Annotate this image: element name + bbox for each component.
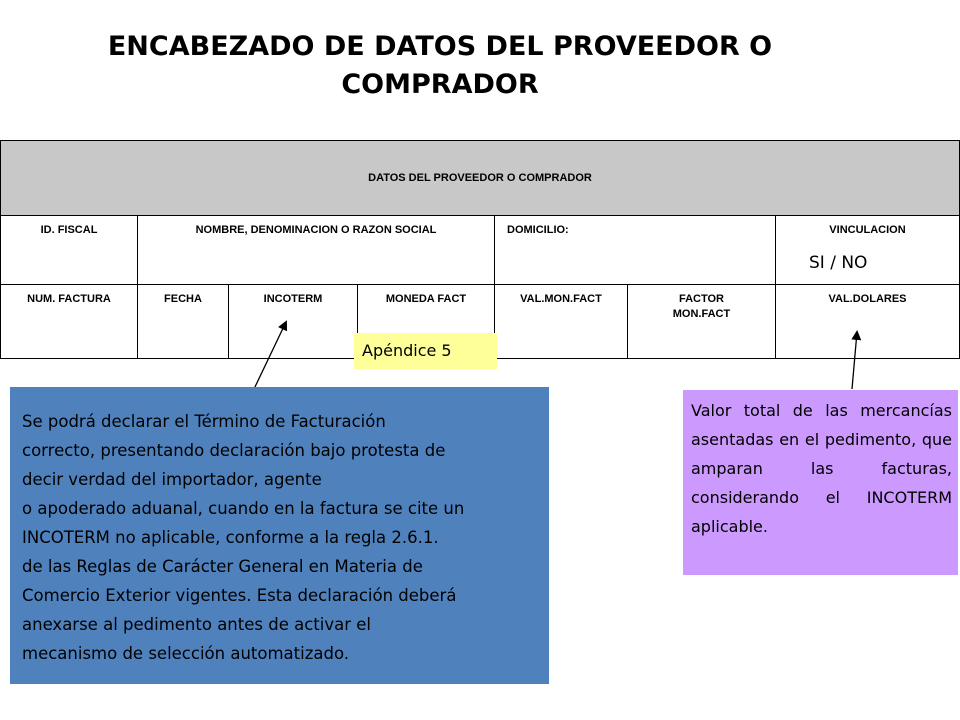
table-header-label: DATOS DEL PROVEEDOR O COMPRADOR xyxy=(368,172,592,184)
label-num-factura: NUM. FACTURA xyxy=(27,293,111,305)
arrow-to-incoterm xyxy=(254,322,286,389)
label-factor-line-1: FACTOR xyxy=(678,293,725,305)
note-line-3: decir verdad del importador, agente xyxy=(22,470,322,489)
label-moneda-fact: MONEDA FACT xyxy=(385,293,467,305)
page-title-line-1: ENCABEZADO DE DATOS DEL PROVEEDOR O xyxy=(107,31,773,62)
note-line-4: o apoderado aduanal, cuando en la factura se cite un xyxy=(22,499,465,518)
label-factor-line-2: MON.FACT xyxy=(672,308,731,320)
note-line-1: Se podrá declarar el Término de Facturación xyxy=(22,412,386,431)
note-line-2: correcto, presentando declaración bajo protesta de xyxy=(22,441,446,460)
label-domicilio: DOMICILIO: xyxy=(507,224,569,236)
label-val-mon-fact: VAL.MON.FACT xyxy=(520,293,602,305)
note-line-5: INCOTERM no aplicable, conforme a la regla 2.6.1. xyxy=(22,528,439,547)
note-line-6: de las Reglas de Carácter General en Materia de xyxy=(22,557,423,576)
note-line-9: mecanismo de selección automatizado. xyxy=(22,644,350,663)
apendice-label: Apéndice 5 xyxy=(354,333,497,369)
valor-total-note-box: Valor total de las mercancías asentadas en el pedimento, que amparan las facturas, considerando el INCOTERM aplicable. xyxy=(683,390,958,575)
label-nombre: NOMBRE, DENOMINACION O RAZON SOCIAL xyxy=(195,224,437,236)
vinculacion-value: SI / NO xyxy=(809,253,868,273)
label-id-fiscal: ID. FISCAL xyxy=(40,224,98,236)
label-incoterm: INCOTERM xyxy=(263,293,323,305)
page-title-line-2: COMPRADOR xyxy=(341,69,539,100)
label-fecha: FECHA xyxy=(164,293,202,305)
note-line-7: Comercio Exterior vigentes. Esta declaración deberá xyxy=(22,586,457,605)
arrow-to-val-dolares xyxy=(852,332,857,389)
note-line-8: anexarse al pedimento antes de activar el xyxy=(22,615,371,634)
incoterm-note-box xyxy=(10,387,549,684)
label-val-dolares: VAL.DOLARES xyxy=(828,293,907,305)
label-vinculacion: VINCULACION xyxy=(829,224,906,236)
